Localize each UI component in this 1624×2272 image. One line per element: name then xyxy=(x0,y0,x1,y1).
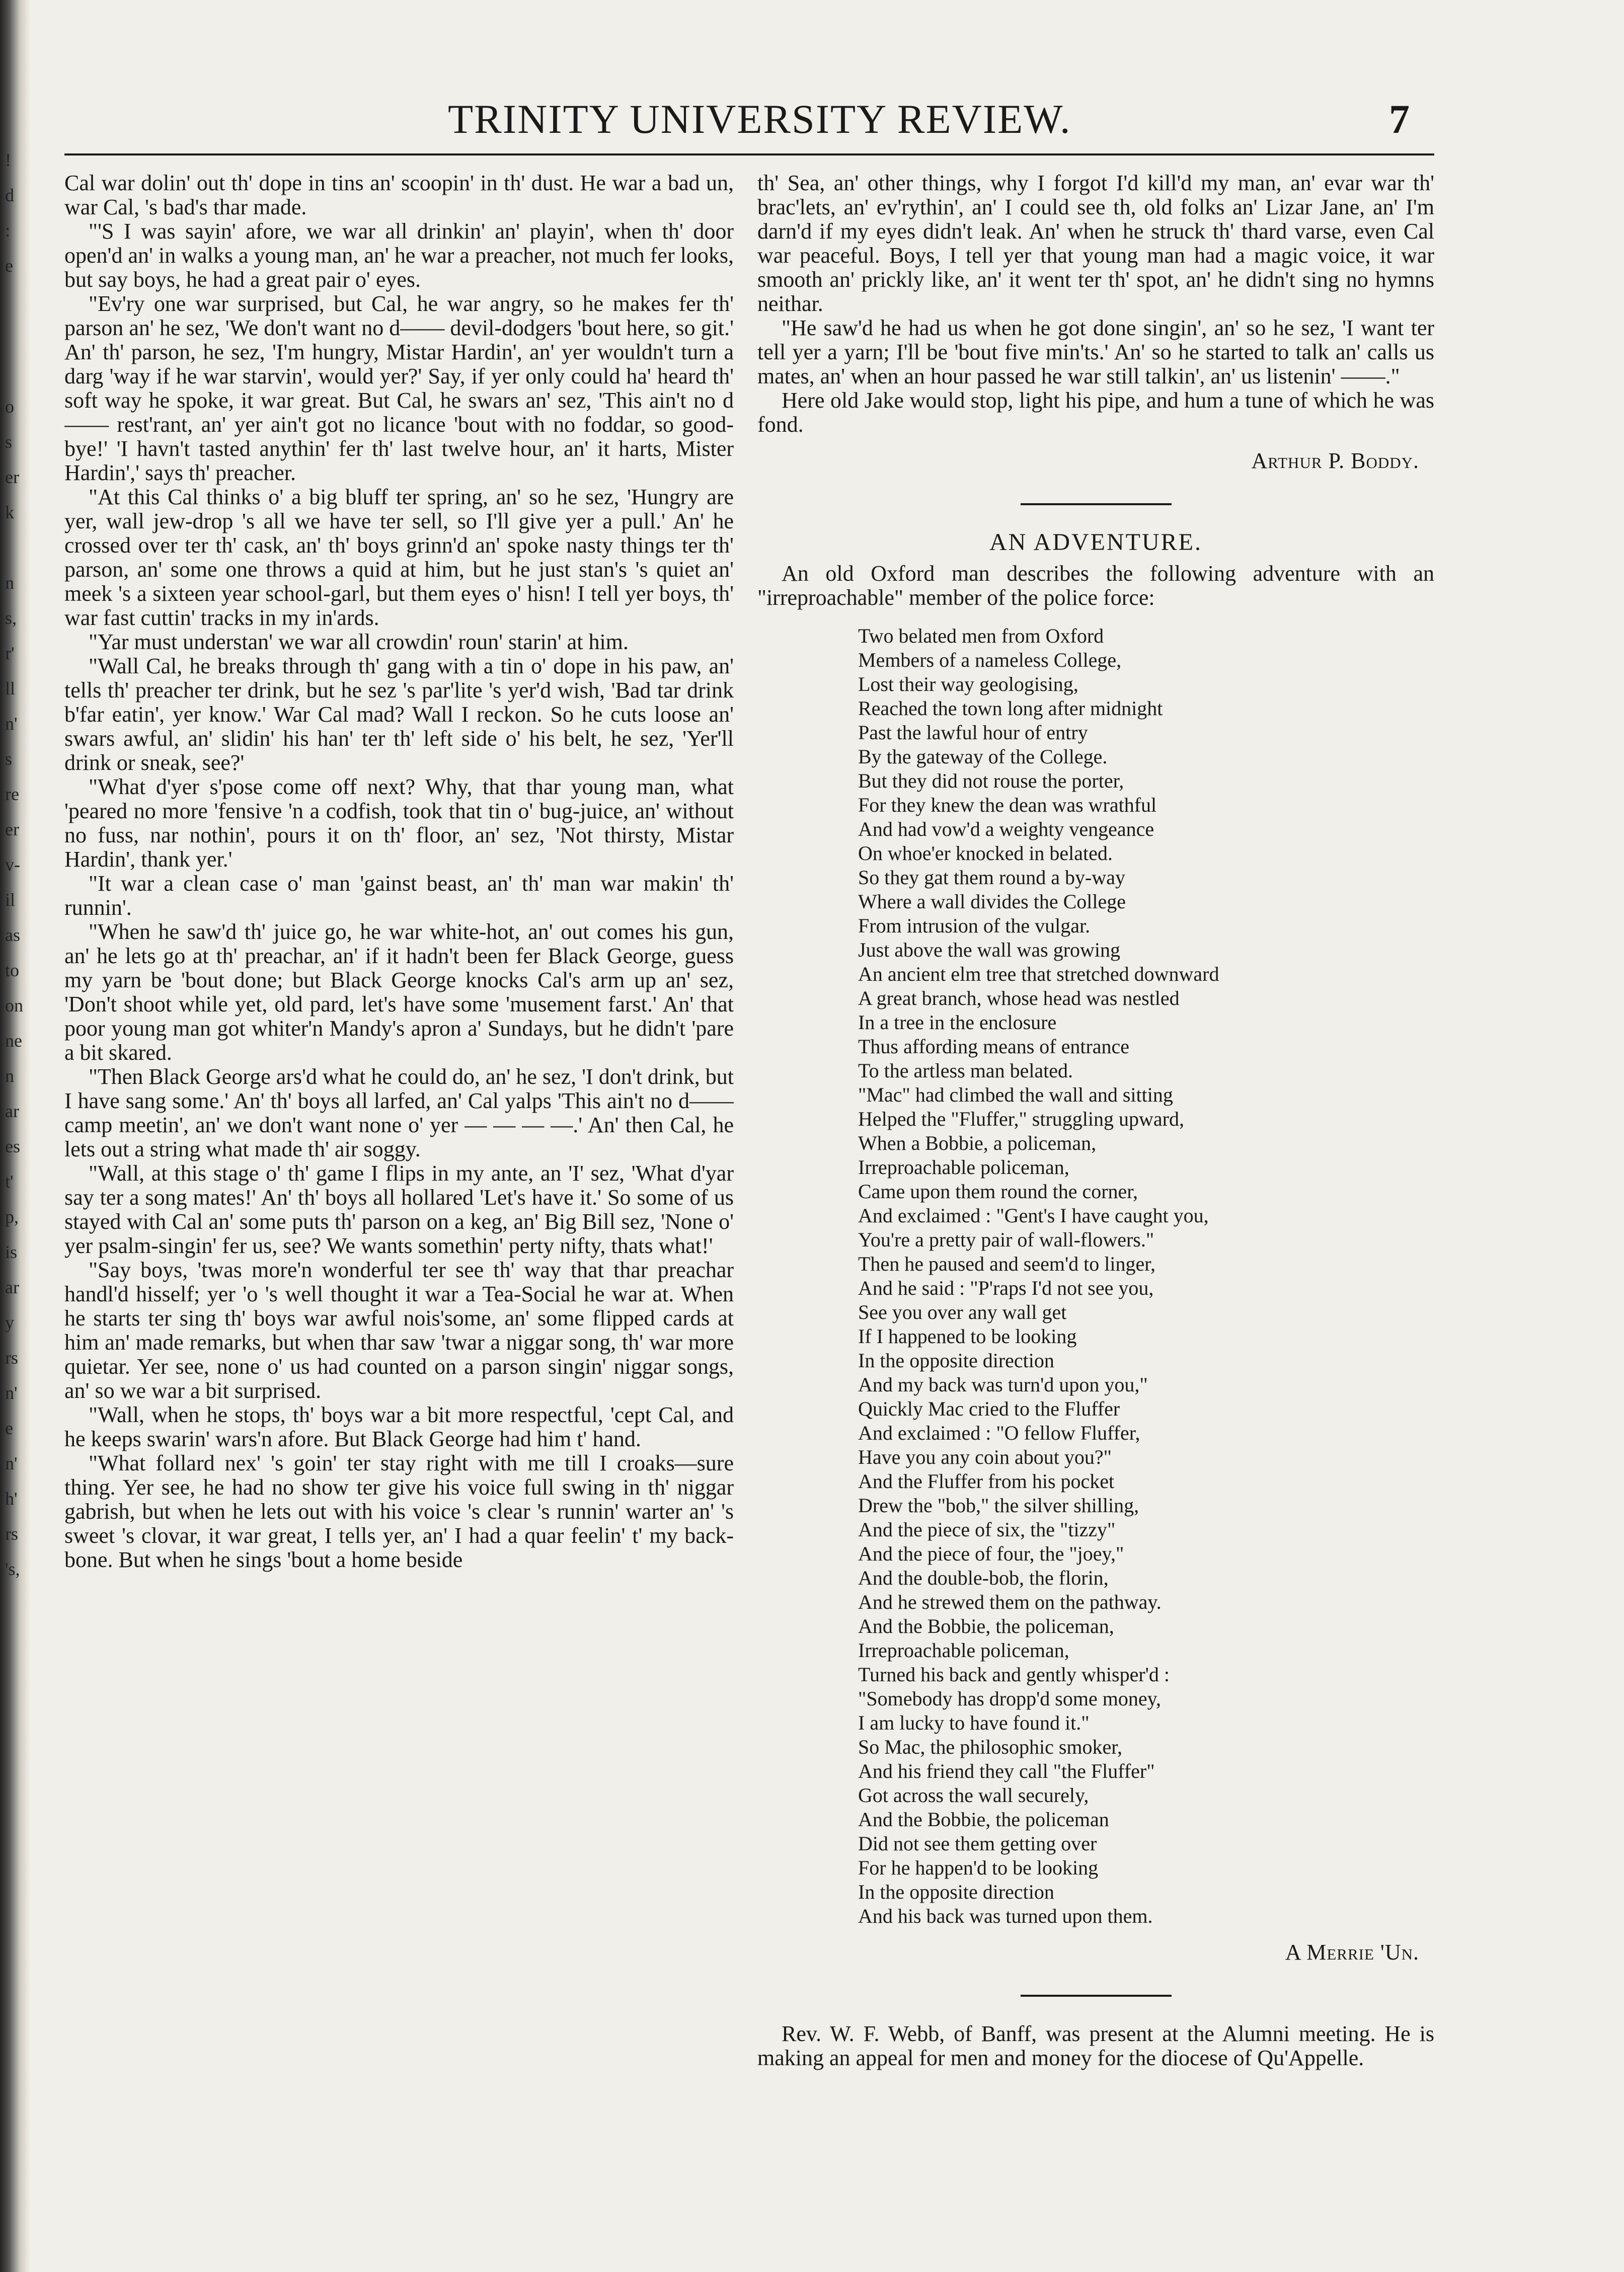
story-paragraph: Cal war dolin' out th' dope in tins an' scoopin' in th' dust. He war a bad un, war Cal, 's bad's thar made. xyxy=(64,171,734,219)
poem-line: For he happen'd to be looking xyxy=(858,1856,1099,1879)
story-paragraph: "Wall, when he stops, th' boys war a bit more respectful, 'cept Cal, and he keeps swarin' wars'n afore. But Black George had him t' hand. xyxy=(64,1402,734,1451)
margin-fragment xyxy=(5,327,30,362)
poem-line: In the opposite direction xyxy=(858,1349,1054,1372)
margin-fragment: es xyxy=(5,1136,20,1156)
story-paragraph: "What follard nex' 's goin' ter stay right with me till I croaks—sure thing. Yer see, he had no show ter give his voice full swing in th' niggar gabrish, but when he lets out with his voice 's clear 's runnin' warter an' 's sweet 's clovar, it war great, I tells yer, an' I had a quar feelin' t' my back-bone. But when he sings 'bout a home beside xyxy=(64,1451,734,1572)
poem-line: And his back was turned upon them. xyxy=(858,1905,1153,1927)
poem-line: Lost their way geologising, xyxy=(858,673,1078,695)
margin-fragment: il xyxy=(5,890,16,910)
margin-fragment: n xyxy=(5,1066,14,1086)
poem-line: But they did not rouse the porter, xyxy=(858,769,1124,792)
margin-fragment: e xyxy=(5,1418,13,1438)
poem-line: In a tree in the enclosure xyxy=(858,1011,1057,1034)
story-paragraph: "Yar must understan' we war all crowdin' roun' starin' at him. xyxy=(89,630,629,654)
poem-line: And exclaimed : "O fellow Fluffer, xyxy=(858,1422,1140,1444)
margin-fragment: v- xyxy=(5,854,20,875)
margin-fragment: : xyxy=(5,220,11,241)
adjacent-page-margin-fragments xyxy=(5,151,30,1595)
poem-line: From intrusion of the vulgar. xyxy=(858,914,1091,937)
story-paragraph: "At this Cal thinks o' a big bluff ter spring, an' so he sez, 'Hungry are yer, wall jew-drop 's all we have ter sell, so I'll give yer a pull.' An' he crossed over ter th' cask, an' th' boys grinn'd an' spoke nasty things ter th' parson, an' some one throws a quid at him, but he just stan's 's quiet an' meek 's a sixteen year school-garl, but them eyes o' hisn! I tell yer boys, th' war fast cuttin' tracks in my in'ards. xyxy=(64,485,734,630)
story-paragraph: "Ev'ry one war surprised, but Cal, he war angry, so he makes fer th' parson an' he sez, 'We don't want no d—— devil-dodgers 'bout here, so git.' An' th' parson, he sez, 'I'm hungry, Mistar Hardin', an' yer wouldn't turn a darg 'way if he war starvin', would yer?' Say, if yer only could ha' heard th' soft way he spoke, it war great. But Cal, he swars an' sez, 'This ain't no d—— rest'rant, an' yer ain't got no licance 'bout with no foddar, so good-bye!' 'I havn't tasted anythin' fer th' last twelve hour, an' it harts, Mister Hardin',' says th' preacher. xyxy=(64,291,734,485)
poem-line: Came upon them round the corner, xyxy=(858,1180,1138,1203)
poem-line: I am lucky to have found it." xyxy=(858,1711,1090,1734)
story-paragraph: "Wall, at this stage o' th' game I flips in my ante, an 'I' sez, 'What d'yar say ter a song mates!' An' th' boys all hollared 'Let's have it.' So some of us stayed with Cal an' some puts th' parson on a keg, an' Big Bill sez, 'None o' yer psalm-singin' fer us, see? We wants somethin' perty nifty, thats what!' xyxy=(64,1161,734,1258)
margin-fragment: n' xyxy=(5,1383,18,1403)
margin-fragment: ar xyxy=(5,1277,19,1297)
poem-line: When a Bobbie, a policeman, xyxy=(858,1132,1097,1154)
story-paragraph: "Wall Cal, he breaks through th' gang with a tin o' dope in his paw, an' tells th' preacher ter drink, but he sez 's par'lite 's yer'd wish, 'Bad tar drink b'far eatin', yer know.' War Cal mad? Wall I reckon. So he cuts loose an' swars awful, an' slidin' his han' ter th' left side o' his belt, he sez, 'Yer'll drink or sneak, see?' xyxy=(64,654,734,775)
margin-fragment: on xyxy=(5,995,23,1015)
poem-line: For they knew the dean was wrathful xyxy=(858,794,1157,816)
story-paragraph: Here old Jake would stop, light his pipe, and hum a tune of which he was fond. xyxy=(757,388,1434,437)
poem-line: Drew the "bob," the silver shilling, xyxy=(858,1494,1139,1517)
page-header-title: TRINITY UNIVERSITY REVIEW. xyxy=(448,96,1071,142)
story-paragraph: "It war a clean case o' man 'gainst beast, an' th' man war makin' th' runnin'. xyxy=(64,871,734,920)
margin-fragment: ! xyxy=(5,150,11,170)
poem-line: Reached the town long after midnight xyxy=(858,697,1163,720)
poem-line: Quickly Mac cried to the Fluffer xyxy=(858,1397,1120,1420)
margin-fragment: rs xyxy=(5,1348,18,1368)
margin-fragment: e xyxy=(5,256,13,276)
article-title: AN ADVENTURE. xyxy=(989,529,1202,556)
poem-line: Did not see them getting over xyxy=(858,1832,1097,1855)
poem-line: Where a wall divides the College xyxy=(858,890,1126,913)
poem-line: Thus affording means of entrance xyxy=(858,1035,1130,1058)
margin-fragment: y xyxy=(5,1312,14,1333)
margin-fragment: s xyxy=(5,749,13,769)
poem-line: By the gateway of the College. xyxy=(858,745,1108,768)
poem-line: Members of a nameless College, xyxy=(858,649,1122,671)
margin-fragment: er xyxy=(5,819,19,839)
poem-line: Irreproachable policeman, xyxy=(858,1639,1069,1662)
poem-line: Irreproachable policeman, xyxy=(858,1156,1069,1179)
poem-line: And the piece of six, the "tizzy" xyxy=(858,1518,1116,1541)
poem-line: See you over any wall get xyxy=(858,1301,1067,1323)
poem-line: And he strewed them on the pathway. xyxy=(858,1591,1162,1613)
margin-fragment: r' xyxy=(5,643,15,663)
margin-fragment xyxy=(5,362,30,398)
header-rule xyxy=(64,153,1434,155)
story-paragraph: "'S I was sayin' afore, we war all drinkin' an' playin', when th' door open'd an' in walks a young man, an' he war a preacher, not much fer looks, but say boys, he had a great pair o' eyes. xyxy=(64,219,734,292)
poem-line: To the artless man belated. xyxy=(858,1059,1073,1082)
margin-fragment: h' xyxy=(5,1488,18,1509)
poem-line: Helped the "Fluffer," struggling upward, xyxy=(858,1108,1184,1130)
margin-fragment: n' xyxy=(5,1453,18,1473)
story-paragraph: "What d'yer s'pose come off next? Why, that thar young man, what 'peared no more 'fensive 'n a codfish, took that tin o' bug-juice, an' without no fuss, nar nothin', pours it on th' floor, an' sez, 'Not thirsty, Mistar Hardin', thank yer.' xyxy=(64,774,734,872)
poem-line: So they gat them round a by-way xyxy=(858,866,1125,889)
story-paragraph: "He saw'd he had us when he got done singin', an' so he sez, 'I want ter tell yer a yarn; I'll be 'bout five min'ts.' An' so he started to talk an' calls us mates, an' when an hour passed he war still talkin', an' us listenin' ——." xyxy=(757,316,1434,388)
margin-fragment: s, xyxy=(5,608,17,628)
alumni-note: Rev. W. F. Webb, of Banff, was present at the Alumni meeting. He is making an appeal for men and money for the diocese of Qu'Appelle. xyxy=(757,2021,1434,2070)
poem-line: "Somebody has dropp'd some money, xyxy=(858,1687,1161,1710)
poem-line: A great branch, whose head was nestled xyxy=(858,987,1180,1009)
poem-line: And the Bobbie, the policeman, xyxy=(858,1615,1114,1637)
margin-fragment: re xyxy=(5,784,19,804)
poem-line: And his friend they call "the Fluffer" xyxy=(858,1760,1155,1782)
poem-line: "Mac" had climbed the wall and sitting xyxy=(858,1083,1173,1106)
story-paragraph: "When he saw'd th' juice go, he war white-hot, an' out comes his gun, an' he lets go at th' preachar, an' if it hadn't been fer Black George, guess my yarn be 'bout done; but Black George knocks Cal's arm up an' sez, 'Don't shoot while yet, old pard, let's have some 'musement farst.' An' that poor young man got whiter'n Mandy's apron a' Sundays, but he didn't 'pare a bit skared. xyxy=(64,919,734,1065)
left-column xyxy=(64,171,734,2224)
right-column xyxy=(757,171,1434,2224)
poem-line: Turned his back and gently whisper'd : xyxy=(858,1663,1170,1686)
article-intro: An old Oxford man describes the following adventure with an "irreproachable" member of the police force: xyxy=(757,561,1434,610)
margin-fragment: d xyxy=(5,185,14,205)
poem-line: In the opposite direction xyxy=(858,1881,1054,1903)
section-divider xyxy=(1021,1995,1172,1997)
margin-fragment: ar xyxy=(5,1101,19,1121)
story-paragraph: "Say boys, 'twas more'n wonderful ter see th' way that thar preachar handl'd hisself; yer 'o 's well thought it war a Tea-Social he war at. When he starts ter sing th' boys war awful nois'some, an' some flipped cards at him an' made remarks, but when thar saw 'twar a niggar song, th' war more quietar. Yer see, none o' us had counted on a parson singin' niggar songs, an' so we war a bit surprised. xyxy=(64,1258,734,1403)
poem-line: Have you any coin about you?" xyxy=(858,1446,1112,1468)
page-number: 7 xyxy=(1389,96,1410,142)
poem-line: So Mac, the philosophic smoker, xyxy=(858,1736,1122,1758)
margin-fragment: to xyxy=(5,960,20,980)
poem-line: And the double-bob, the florin, xyxy=(858,1566,1109,1589)
margin-fragment: n xyxy=(5,573,14,593)
poem-line: Two belated men from Oxford xyxy=(858,624,1104,647)
poem-line: And the Bobbie, the policeman xyxy=(858,1808,1109,1831)
story-author: Arthur P. Boddy. xyxy=(1251,448,1419,473)
poem-line: Past the lawful hour of entry xyxy=(858,721,1088,744)
story-paragraph: "Then Black George ars'd what he could do, an' he sez, 'I don't drink, but I have sang some.' An' th' boys all larfed, an' Cal yalps 'This ain't no d—— camp meetin', an' we don't want none o' yer — — — —.' An' then Cal, he lets out a string what made th' air soggy. xyxy=(64,1064,734,1161)
poem-line: Then he paused and seem'd to linger, xyxy=(858,1252,1155,1275)
poem-line: If I happened to be looking xyxy=(858,1325,1077,1348)
poem-line: And exclaimed : "Gent's I have caught you, xyxy=(858,1204,1209,1227)
margin-fragment: as xyxy=(5,925,20,945)
margin-fragment: n' xyxy=(5,714,18,734)
poem-line: And he said : "P'raps I'd not see you, xyxy=(858,1277,1154,1299)
margin-fragment: o xyxy=(5,397,14,417)
poem-line: You're a pretty pair of wall-flowers." xyxy=(858,1228,1154,1251)
poem-line: Got across the wall securely, xyxy=(858,1784,1089,1807)
poem-line: On whoe'er knocked in belated. xyxy=(858,842,1113,865)
margin-fragment: t' xyxy=(5,1171,14,1192)
margin-fragment: k xyxy=(5,502,14,522)
margin-fragment xyxy=(5,538,30,574)
margin-fragment: rs xyxy=(5,1524,18,1544)
poem-line: And the piece of four, the "joey," xyxy=(858,1542,1124,1565)
poem-line: An ancient elm tree that stretched downward xyxy=(858,963,1219,985)
margin-fragment: er xyxy=(5,467,19,487)
poem-line: And the Fluffer from his pocket xyxy=(858,1470,1115,1493)
margin-fragment: ll xyxy=(5,678,16,698)
margin-fragment xyxy=(5,292,30,327)
poem-author: A Merrie 'Un. xyxy=(1285,1940,1419,1965)
poem-line: And had vow'd a weighty vengeance xyxy=(858,818,1154,840)
margin-fragment: 's, xyxy=(5,1559,20,1579)
margin-fragment: p, xyxy=(5,1207,19,1227)
margin-fragment: s xyxy=(5,432,13,452)
poem-line: Just above the wall was growing xyxy=(858,938,1121,961)
section-divider xyxy=(1021,503,1172,505)
margin-fragment: is xyxy=(5,1242,18,1262)
margin-fragment: ne xyxy=(5,1031,22,1051)
poem xyxy=(858,624,1434,1928)
poem-line: And my back was turn'd upon you," xyxy=(858,1373,1148,1396)
story-paragraph: th' Sea, an' other things, why I forgot I'd kill'd my man, an' evar war th' brac'lets, an' ev'rythin', an' I could see th, old folks an' Lizar Jane, an' I'm darn'd if my eyes didn't leak. An' when he struck th' thard varse, even Cal war peaceful. Boys, I tell yer that young man had a magic voice, it war smooth an' prickly like, an' it went ter th' spot, an' he didn't sing no hymns neithar. xyxy=(757,171,1434,316)
